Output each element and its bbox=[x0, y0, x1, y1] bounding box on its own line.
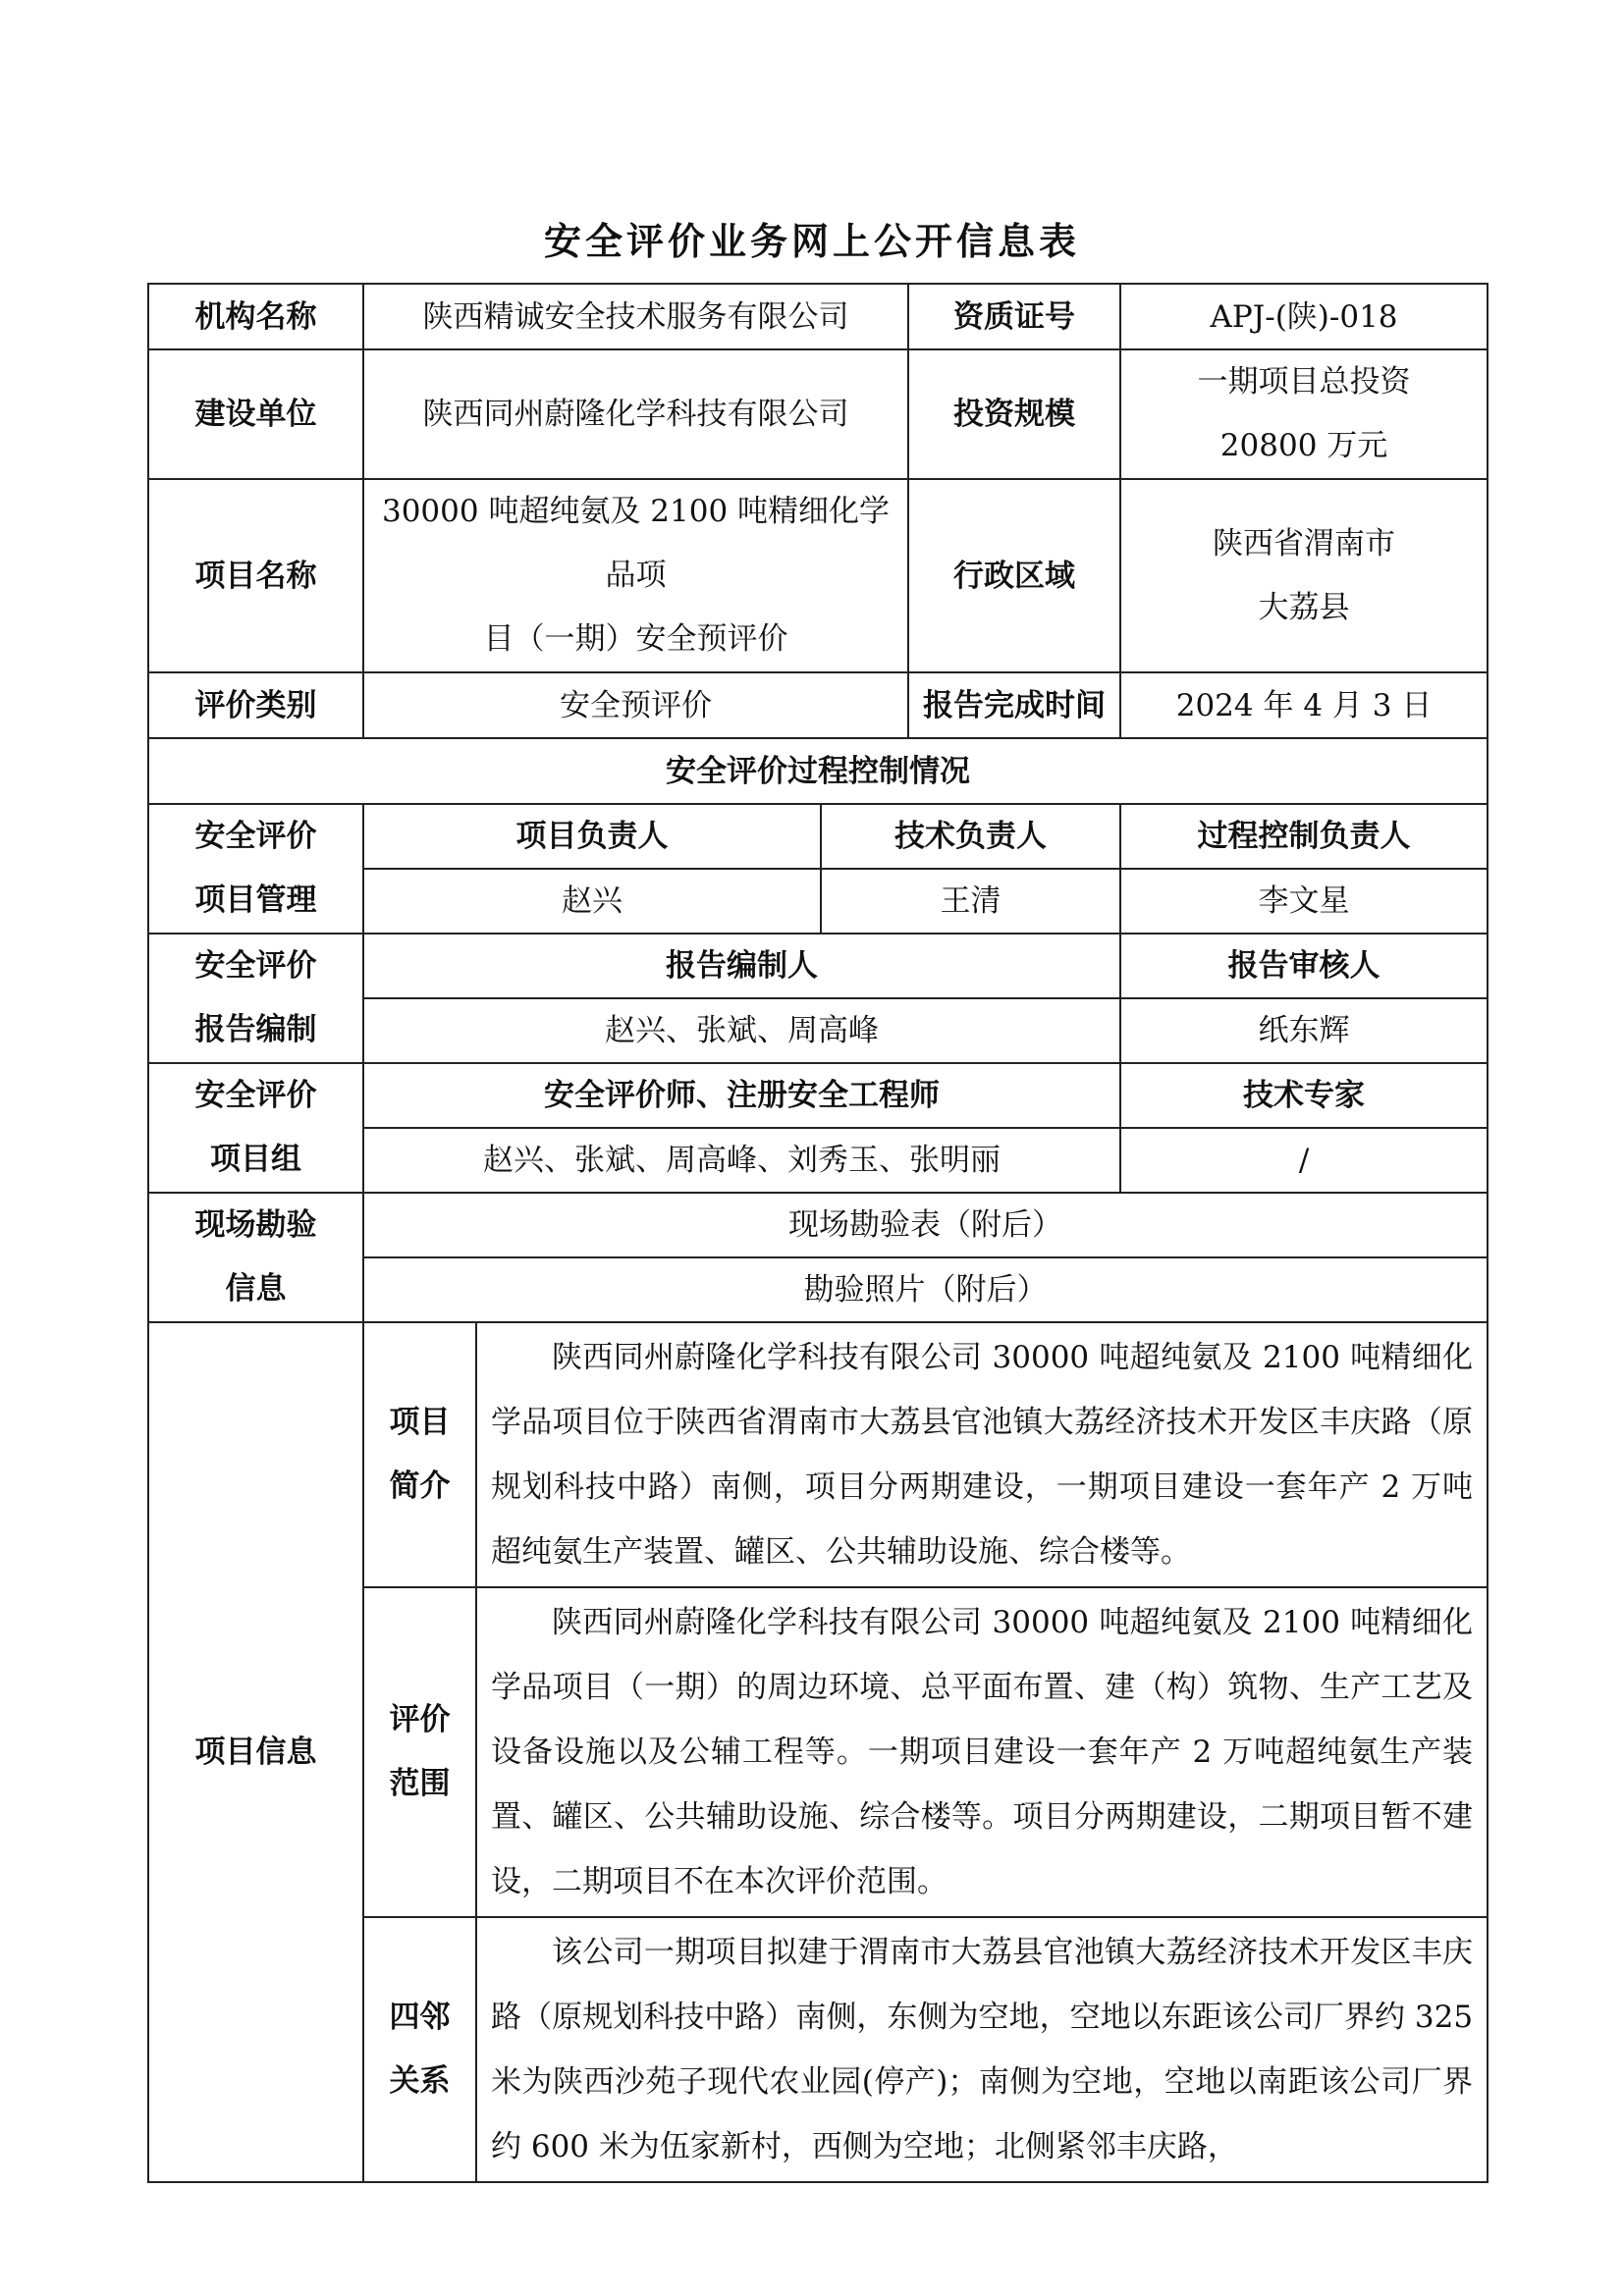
report-label-line2: 报告编制 bbox=[194, 1012, 317, 1047]
team-label-line1: 安全评价 bbox=[194, 1078, 317, 1113]
row-eval-type bbox=[148, 672, 1488, 738]
row-report-head bbox=[148, 934, 1488, 998]
neighbors-label bbox=[363, 1917, 476, 2182]
invest-label: 投资规模 bbox=[908, 349, 1120, 479]
tech-header: 技术负责人 bbox=[821, 804, 1120, 869]
region-label: 行政区域 bbox=[908, 479, 1120, 672]
invest-value bbox=[1120, 349, 1488, 479]
invest-line1: 一期项目总投资 bbox=[1197, 364, 1411, 400]
info-table bbox=[147, 283, 1489, 2183]
invest-line2: 20800 万元 bbox=[1219, 428, 1388, 463]
region-value bbox=[1120, 479, 1488, 672]
eval-type-label: 评价类别 bbox=[148, 672, 363, 738]
tech-value: 王清 bbox=[821, 869, 1120, 934]
cert-value: APJ-(陕)-018 bbox=[1120, 284, 1488, 349]
page-title: 安全评价业务网上公开信息表 bbox=[543, 220, 1080, 263]
scope-label-line2: 范围 bbox=[389, 1766, 451, 1801]
intro-label bbox=[363, 1322, 476, 1587]
project-value bbox=[363, 479, 908, 672]
neighbors-label-line2: 关系 bbox=[389, 2063, 451, 2099]
survey-label bbox=[148, 1193, 363, 1322]
survey-label-line2: 信息 bbox=[225, 1271, 287, 1307]
builder-label: 建设单位 bbox=[148, 349, 363, 479]
intro-text: 陕西同州蔚隆化学科技有限公司 30000 吨超纯氨及 2100 吨精细化学品项目位于陕西省渭南市大荔县官池镇大荔经济技术开发区丰庆路（原规划科技中路）南侧，项目分两期建设，一期项目建设一套年产 2 万吨超纯氨生产装置、罐区、公共辅助设施、综合楼等。 bbox=[476, 1322, 1488, 1587]
reviewer-value: 纸东辉 bbox=[1120, 998, 1488, 1063]
reviewer-header: 报告审核人 bbox=[1120, 934, 1488, 998]
row-builder bbox=[148, 349, 1488, 479]
mgmt-label bbox=[148, 804, 363, 934]
team-label bbox=[148, 1063, 363, 1193]
row-intro bbox=[148, 1322, 1488, 1587]
row-team-head bbox=[148, 1063, 1488, 1128]
intro-label-line1: 项目 bbox=[389, 1405, 451, 1440]
pm-value: 赵兴 bbox=[363, 869, 821, 934]
org-value: 陕西精诚安全技术服务有限公司 bbox=[363, 284, 908, 349]
project-label: 项目名称 bbox=[148, 479, 363, 672]
mgmt-label-line2: 项目管理 bbox=[194, 882, 317, 918]
report-label-line1: 安全评价 bbox=[194, 948, 317, 984]
scope-label-line1: 评价 bbox=[389, 1702, 451, 1737]
author-value: 赵兴、张斌、周高峰 bbox=[363, 998, 1120, 1063]
expert-header: 技术专家 bbox=[1120, 1063, 1488, 1128]
team-label-line2: 项目组 bbox=[210, 1142, 301, 1177]
expert-value: / bbox=[1120, 1128, 1488, 1193]
author-header: 报告编制人 bbox=[363, 934, 1120, 998]
eval-type-value: 安全预评价 bbox=[363, 672, 908, 738]
info-label: 项目信息 bbox=[148, 1322, 363, 2182]
report-date-value: 2024 年 4 月 3 日 bbox=[1120, 672, 1488, 738]
neighbors-label-line1: 四邻 bbox=[389, 2000, 451, 2035]
row-project bbox=[148, 479, 1488, 672]
cert-label: 资质证号 bbox=[908, 284, 1120, 349]
row-survey-1 bbox=[148, 1193, 1488, 1257]
project-line2: 目（一期）安全预评价 bbox=[483, 621, 788, 657]
row-mgmt-head bbox=[148, 804, 1488, 869]
process-heading: 安全评价过程控制情况 bbox=[148, 738, 1488, 804]
mgmt-label-line1: 安全评价 bbox=[194, 819, 317, 854]
region-line1: 陕西省渭南市 bbox=[1213, 525, 1396, 561]
intro-label-line2: 简介 bbox=[389, 1468, 451, 1504]
members-header: 安全评价师、注册安全工程师 bbox=[363, 1063, 1120, 1128]
proc-header: 过程控制负责人 bbox=[1120, 804, 1488, 869]
row-process-heading bbox=[148, 738, 1488, 804]
report-label bbox=[148, 934, 363, 1063]
neighbors-text: 该公司一期项目拟建于渭南市大荔县官池镇大荔经济技术开发区丰庆路（原规划科技中路）南侧，东侧为空地，空地以东距该公司厂界约 325 米为陕西沙苑子现代农业园(停产)；南侧为空地，空地以南距该公司厂界约 600 米为伍家新村，西侧为空地；北侧紧邻丰庆路， bbox=[476, 1917, 1488, 2182]
builder-value: 陕西同州蔚隆化学科技有限公司 bbox=[363, 349, 908, 479]
survey-label-line1: 现场勘验 bbox=[194, 1207, 317, 1243]
survey-row2: 勘验照片（附后） bbox=[363, 1257, 1488, 1322]
row-org bbox=[148, 284, 1488, 349]
report-date-label: 报告完成时间 bbox=[908, 672, 1120, 738]
scope-label bbox=[363, 1587, 476, 1917]
proc-value: 李文星 bbox=[1120, 869, 1488, 934]
pm-header: 项目负责人 bbox=[363, 804, 821, 869]
project-line1: 30000 吨超纯氨及 2100 吨精细化学品项 bbox=[381, 494, 891, 593]
scope-text: 陕西同州蔚隆化学科技有限公司 30000 吨超纯氨及 2100 吨精细化学品项目（一期）的周边环境、总平面布置、建（构）筑物、生产工艺及设备设施以及公辅工程等。一期项目建设一套年产 2 万吨超纯氨生产装置、罐区、公共辅助设施、综合楼等。项目分两期建设，二期项目暂不建设，二期项目不在本次评价范围。 bbox=[476, 1587, 1488, 1917]
survey-row1: 现场勘验表（附后） bbox=[363, 1193, 1488, 1257]
region-line2: 大荔县 bbox=[1258, 589, 1350, 625]
members-value: 赵兴、张斌、周高峰、刘秀玉、张明丽 bbox=[363, 1128, 1120, 1193]
org-label: 机构名称 bbox=[148, 284, 363, 349]
